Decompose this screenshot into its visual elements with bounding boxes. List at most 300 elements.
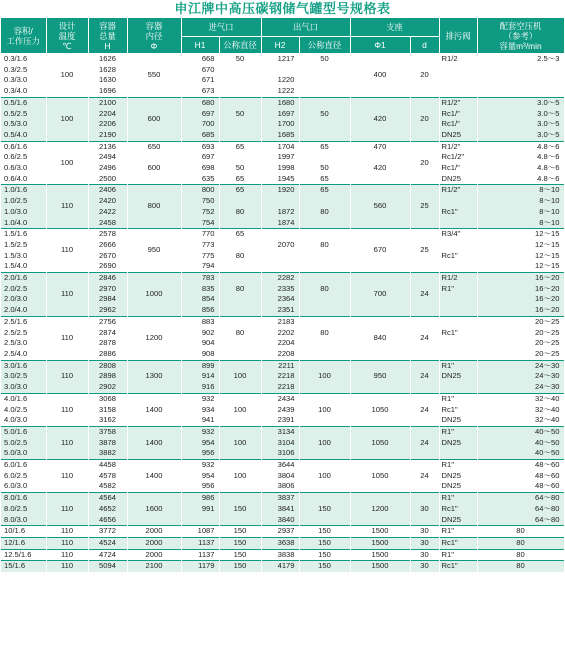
cell-compressor: 16～20 [477,284,564,295]
cell-drain-valve [439,218,477,229]
cell-inlet-dn [219,382,261,393]
cell-capacity: 0.3/2.5 [1,65,46,76]
cell-inlet-h1: 783 [181,273,219,284]
cell-outlet-h2: 1945 [261,174,299,185]
cell-capacity: 0.3/3.0 [1,75,46,86]
cell-inlet-h1: 856 [181,305,219,316]
cell-height: 2458 [88,218,127,229]
cell-outlet-h2: 3106 [261,448,299,459]
cell-height: 2878 [88,338,127,349]
cell-inlet-dn: 80 [219,328,261,339]
table-row [1,141,564,152]
cell-inlet-h1: 1179 [181,561,219,572]
cell-outlet-dn [299,515,350,526]
cell-capacity: 2.0/3.0 [1,294,46,305]
cell-inner-diameter: 600 [127,97,181,141]
cell-inlet-dn [219,460,261,471]
cell-outlet-dn [299,65,350,76]
cell-compressor [477,75,564,86]
header-h2: H2 [261,37,299,54]
cell-outlet-dn: 80 [299,328,350,339]
cell-support-d: 20 [410,97,439,141]
cell-capacity: 8.0/2.5 [1,504,46,515]
cell-inlet-h1: 668 [181,54,219,65]
cell-compressor: 48～60 [477,481,564,492]
cell-inlet-dn: 50 [219,54,261,65]
cell-height: 2578 [88,229,127,240]
cell-capacity: 5.0/3.0 [1,448,46,459]
header-temperature: 设计 温度 ℃ [46,18,88,54]
cell-compressor: 4.8～6 [477,152,564,163]
cell-height: 2808 [88,360,127,371]
header-d: d [410,37,439,54]
header-drain-valve: 排污阀 [439,18,477,54]
cell-drain-valve: R1/2" [439,97,477,108]
cell-inlet-h1 [181,515,219,526]
cell-inlet-dn [219,481,261,492]
cell-drain-valve: DN25 [439,415,477,426]
cell-outlet-dn [299,382,350,393]
cell-support-phi1: 840 [350,316,410,360]
cell-drain-valve: DN25 [439,174,477,185]
cell-compressor: 80 [477,526,564,538]
cell-inlet-dn [219,515,261,526]
cell-height: 4458 [88,460,127,471]
cell-inlet-h1: 932 [181,393,219,404]
cell-height: 2846 [88,273,127,284]
cell-outlet-h2: 2335 [261,284,299,295]
cell-drain-valve: DN25 [439,471,477,482]
cell-drain-valve: Rc1" [439,207,477,218]
table-row [1,185,564,196]
cell-drain-valve: R1" [439,526,477,538]
cell-support-phi1: 560 [350,185,410,229]
cell-outlet-h2: 1220 [261,75,299,86]
cell-outlet-dn: 80 [299,207,350,218]
cell-support-d: 30 [410,537,439,549]
cell-outlet-h2 [261,261,299,272]
cell-height: 2190 [88,130,127,141]
cell-inlet-dn [219,415,261,426]
cell-support-d: 30 [410,549,439,561]
cell-inlet-dn [219,426,261,437]
table-row [1,97,564,108]
cell-temperature: 110 [46,526,88,538]
cell-inlet-dn: 100 [219,438,261,449]
cell-outlet-h2: 2211 [261,360,299,371]
cell-outlet-h2 [261,65,299,76]
cell-compressor: 8～10 [477,207,564,218]
cell-outlet-dn [299,294,350,305]
cell-height: 1628 [88,65,127,76]
cell-inlet-dn [219,86,261,97]
cell-height: 3068 [88,393,127,404]
cell-inlet-dn [219,196,261,207]
cell-outlet-dn [299,152,350,163]
cell-drain-valve: R1" [439,549,477,561]
cell-outlet-h2: 2218 [261,382,299,393]
cell-outlet-h2 [261,251,299,262]
cell-inlet-h1: 854 [181,294,219,305]
cell-height: 2136 [88,141,127,152]
cell-compressor: 12～15 [477,240,564,251]
cell-support-d: 30 [410,526,439,538]
cell-support-d: 24 [410,273,439,317]
cell-outlet-dn [299,229,350,240]
table-row [1,273,564,284]
cell-outlet-h2: 1217 [261,54,299,65]
cell-outlet-h2: 3837 [261,493,299,504]
cell-support-phi1: 1200 [350,493,410,526]
cell-capacity: 2.5/1.6 [1,316,46,327]
cell-height: 2500 [88,174,127,185]
cell-support-d: 20 [410,54,439,98]
header-row-main [1,18,564,37]
cell-inlet-h1: 775 [181,251,219,262]
cell-inner-diameter: 2100 [127,561,181,572]
cell-capacity: 1.5/2.5 [1,240,46,251]
cell-compressor: 3.0～5 [477,119,564,130]
cell-compressor: 32～40 [477,415,564,426]
cell-inlet-dn: 100 [219,405,261,416]
cell-inlet-dn [219,261,261,272]
cell-compressor: 32～40 [477,405,564,416]
cell-outlet-h2: 1704 [261,141,299,152]
cell-inlet-dn [219,294,261,305]
cell-inlet-dn [219,119,261,130]
cell-outlet-dn: 150 [299,549,350,561]
cell-temperature: 110 [46,549,88,561]
cell-height: 4656 [88,515,127,526]
cell-compressor: 20～25 [477,338,564,349]
cell-height: 4724 [88,549,127,561]
cell-support-phi1: 1050 [350,460,410,493]
cell-drain-valve [439,240,477,251]
cell-support-phi1: 1500 [350,561,410,572]
cell-outlet-dn: 65 [299,185,350,196]
cell-capacity: 1.5/3.0 [1,251,46,262]
cell-temperature: 110 [46,273,88,317]
cell-outlet-h2 [261,229,299,240]
cell-temperature: 110 [46,537,88,549]
cell-drain-valve: Rc1" [439,561,477,572]
cell-compressor: 80 [477,561,564,572]
cell-drain-valve: R1/2 [439,54,477,65]
cell-capacity: 1.0/2.5 [1,196,46,207]
cell-height: 1630 [88,75,127,86]
cell-drain-valve: Rc1/" [439,109,477,120]
header-h1: H1 [181,37,219,54]
cell-outlet-h2: 1997 [261,152,299,163]
cell-height: 2690 [88,261,127,272]
cell-outlet-dn: 50 [299,54,350,65]
cell-capacity: 6.0/3.0 [1,481,46,492]
cell-inlet-h1: 904 [181,338,219,349]
cell-compressor: 16～20 [477,273,564,284]
cell-height: 2874 [88,328,127,339]
cell-inlet-h1: 697 [181,109,219,120]
cell-outlet-h2: 2208 [261,349,299,360]
cell-outlet-dn [299,415,350,426]
cell-drain-valve [439,316,477,327]
header-height: 容器 总量 H [88,18,127,54]
cell-outlet-dn [299,97,350,108]
cell-drain-valve: DN25 [439,481,477,492]
cell-support-d: 25 [410,229,439,273]
cell-capacity: 0.3/4.0 [1,86,46,97]
cell-inlet-dn: 65 [219,141,261,152]
cell-capacity: 8.0/3.0 [1,515,46,526]
cell-compressor: 4.8～6 [477,163,564,174]
cell-outlet-dn [299,448,350,459]
cell-drain-valve: Rc1/" [439,163,477,174]
cell-inlet-h1: 1137 [181,537,219,549]
cell-inlet-h1: 673 [181,86,219,97]
cell-inlet-h1: 954 [181,471,219,482]
table-row [1,526,564,538]
cell-outlet-dn: 65 [299,141,350,152]
cell-support-d: 24 [410,316,439,360]
cell-height: 2406 [88,185,127,196]
cell-outlet-h2: 3804 [261,471,299,482]
cell-outlet-h2: 1685 [261,130,299,141]
page-title: 申江牌中高压碳钢储气罐型号规格表 [174,1,391,16]
cell-inlet-h1: 754 [181,218,219,229]
cell-height: 2898 [88,371,127,382]
cell-inlet-h1: 698 [181,163,219,174]
cell-drain-valve: Rc1" [439,504,477,515]
cell-support-phi1: 950 [350,360,410,393]
cell-inlet-h1: 941 [181,415,219,426]
cell-compressor: 40～50 [477,426,564,437]
cell-outlet-h2: 2070 [261,240,299,251]
cell-drain-valve: DN25 [439,371,477,382]
cell-height: 2100 [88,97,127,108]
cell-compressor: 8～10 [477,185,564,196]
cell-drain-valve: R1" [439,460,477,471]
cell-compressor: 64～80 [477,504,564,515]
cell-drain-valve [439,65,477,76]
cell-inlet-h1: 954 [181,438,219,449]
cell-outlet-h2: 2218 [261,371,299,382]
cell-outlet-h2: 2183 [261,316,299,327]
cell-inlet-h1: 902 [181,328,219,339]
cell-inlet-dn: 80 [219,251,261,262]
cell-inlet-dn [219,240,261,251]
cell-inlet-h1: 1087 [181,526,219,538]
cell-compressor: 12～15 [477,229,564,240]
cell-outlet-dn [299,481,350,492]
cell-inlet-h1: 1137 [181,549,219,561]
cell-inlet-dn: 150 [219,537,261,549]
cell-height: 2420 [88,196,127,207]
cell-outlet-dn [299,130,350,141]
cell-inner-diameter: 1400 [127,460,181,493]
cell-outlet-dn [299,261,350,272]
cell-compressor: 32～40 [477,393,564,404]
cell-inlet-h1: 934 [181,405,219,416]
cell-support-d: 24 [410,460,439,493]
cell-height: 3772 [88,526,127,538]
cell-drain-valve: R3/4" [439,229,477,240]
cell-outlet-dn: 100 [299,438,350,449]
cell-compressor: 24～30 [477,371,564,382]
cell-support-phi1: 670 [350,229,410,273]
cell-support-phi1: 700 [350,273,410,317]
cell-drain-valve: DN25 [439,515,477,526]
cell-capacity: 0.5/4.0 [1,130,46,141]
cell-outlet-h2: 2282 [261,273,299,284]
cell-compressor [477,65,564,76]
cell-outlet-dn: 150 [299,561,350,572]
cell-capacity: 15/1.6 [1,561,46,572]
cell-support-phi1: 1500 [350,537,410,549]
table-row [1,360,564,371]
cell-outlet-h2: 2937 [261,526,299,538]
cell-inlet-dn [219,493,261,504]
cell-drain-valve [439,305,477,316]
cell-inlet-dn: 65 [219,185,261,196]
cell-outlet-h2: 2351 [261,305,299,316]
cell-temperature: 110 [46,316,88,360]
cell-outlet-dn [299,338,350,349]
cell-height: 2902 [88,382,127,393]
cell-inlet-dn [219,316,261,327]
cell-inlet-dn [219,305,261,316]
cell-inlet-h1: 794 [181,261,219,272]
table-row [1,537,564,549]
header-compressor: 配套空压机 （参考） 容量m³/min [477,18,564,54]
table-row [1,426,564,437]
table-row [1,393,564,404]
cell-compressor: 48～60 [477,460,564,471]
cell-outlet-dn: 150 [299,504,350,515]
table-row [1,316,564,327]
cell-inlet-dn: 100 [219,471,261,482]
cell-outlet-dn [299,273,350,284]
cell-drain-valve: DN25 [439,438,477,449]
cell-drain-valve [439,448,477,459]
cell-outlet-h2: 4179 [261,561,299,572]
cell-outlet-h2: 2202 [261,328,299,339]
cell-outlet-h2: 3838 [261,549,299,561]
cell-outlet-dn [299,426,350,437]
cell-outlet-h2: 1697 [261,109,299,120]
cell-outlet-h2: 3841 [261,504,299,515]
cell-outlet-dn [299,493,350,504]
cell-inlet-dn: 65 [219,229,261,240]
cell-capacity: 6.0/1.6 [1,460,46,471]
cell-compressor: 8～10 [477,196,564,207]
cell-capacity: 1.0/3.0 [1,207,46,218]
cell-drain-valve [439,338,477,349]
cell-capacity: 1.5/1.6 [1,229,46,240]
cell-support-d: 24 [410,393,439,426]
cell-drain-valve: DN25 [439,130,477,141]
cell-capacity: 2.5/2.5 [1,328,46,339]
header-support: 支座 [350,18,439,37]
cell-inlet-h1: 635 [181,174,219,185]
cell-inlet-h1: 800 [181,185,219,196]
cell-outlet-dn [299,305,350,316]
cell-height: 2756 [88,316,127,327]
cell-inner-diameter: 600 [127,152,181,185]
cell-inlet-dn: 150 [219,526,261,538]
cell-compressor: 3.0～5 [477,97,564,108]
cell-support-phi1: 400 [350,54,410,98]
cell-compressor: 8～10 [477,218,564,229]
cell-drain-valve: Rc1" [439,328,477,339]
cell-capacity: 3.0/1.6 [1,360,46,371]
table-row [1,54,564,65]
cell-inlet-h1: 883 [181,316,219,327]
cell-inlet-dn [219,97,261,108]
header-capacity: 容积/ 工作压力 [1,18,46,54]
cell-height: 4582 [88,481,127,492]
cell-capacity: 2.0/2.5 [1,284,46,295]
cell-drain-valve [439,86,477,97]
cell-drain-valve [439,196,477,207]
cell-drain-valve [439,382,477,393]
cell-height: 2494 [88,152,127,163]
cell-capacity: 4.0/1.6 [1,393,46,404]
cell-outlet-h2: 2391 [261,415,299,426]
cell-outlet-h2: 1700 [261,119,299,130]
cell-inner-diameter: 1400 [127,426,181,459]
header-inlet: 进气口 [181,18,261,37]
cell-outlet-dn [299,393,350,404]
cell-drain-valve: R1" [439,493,477,504]
cell-compressor: 80 [477,537,564,549]
cell-support-d: 30 [410,493,439,526]
cell-height: 5094 [88,561,127,572]
cell-drain-valve: R1" [439,393,477,404]
table-row [1,561,564,572]
cell-capacity: 0.3/1.6 [1,54,46,65]
cell-height: 2204 [88,109,127,120]
spec-table [1,18,565,572]
cell-height: 2886 [88,349,127,360]
cell-support-d: 24 [410,426,439,459]
cell-height: 2962 [88,305,127,316]
cell-temperature: 110 [46,229,88,273]
cell-height: 2670 [88,251,127,262]
cell-outlet-h2: 2434 [261,393,299,404]
cell-inlet-h1: 685 [181,130,219,141]
cell-compressor: 20～25 [477,328,564,339]
cell-inlet-h1: 835 [181,284,219,295]
cell-inner-diameter: 950 [127,229,181,273]
cell-outlet-dn: 100 [299,471,350,482]
cell-height: 4652 [88,504,127,515]
cell-height: 2206 [88,119,127,130]
cell-temperature: 110 [46,185,88,229]
cell-support-d: 25 [410,185,439,229]
cell-height: 2970 [88,284,127,295]
cell-support-phi1: 1500 [350,549,410,561]
header-inlet-dn: 公称直径 [219,37,261,54]
cell-capacity: 4.0/2.5 [1,405,46,416]
cell-temperature: 100 [46,97,88,141]
cell-inlet-h1: 932 [181,460,219,471]
cell-compressor [477,86,564,97]
cell-inlet-h1: 991 [181,504,219,515]
cell-compressor: 40～50 [477,448,564,459]
cell-inlet-h1: 956 [181,448,219,459]
cell-outlet-h2: 2204 [261,338,299,349]
cell-capacity: 1.0/1.6 [1,185,46,196]
cell-drain-valve [439,75,477,86]
